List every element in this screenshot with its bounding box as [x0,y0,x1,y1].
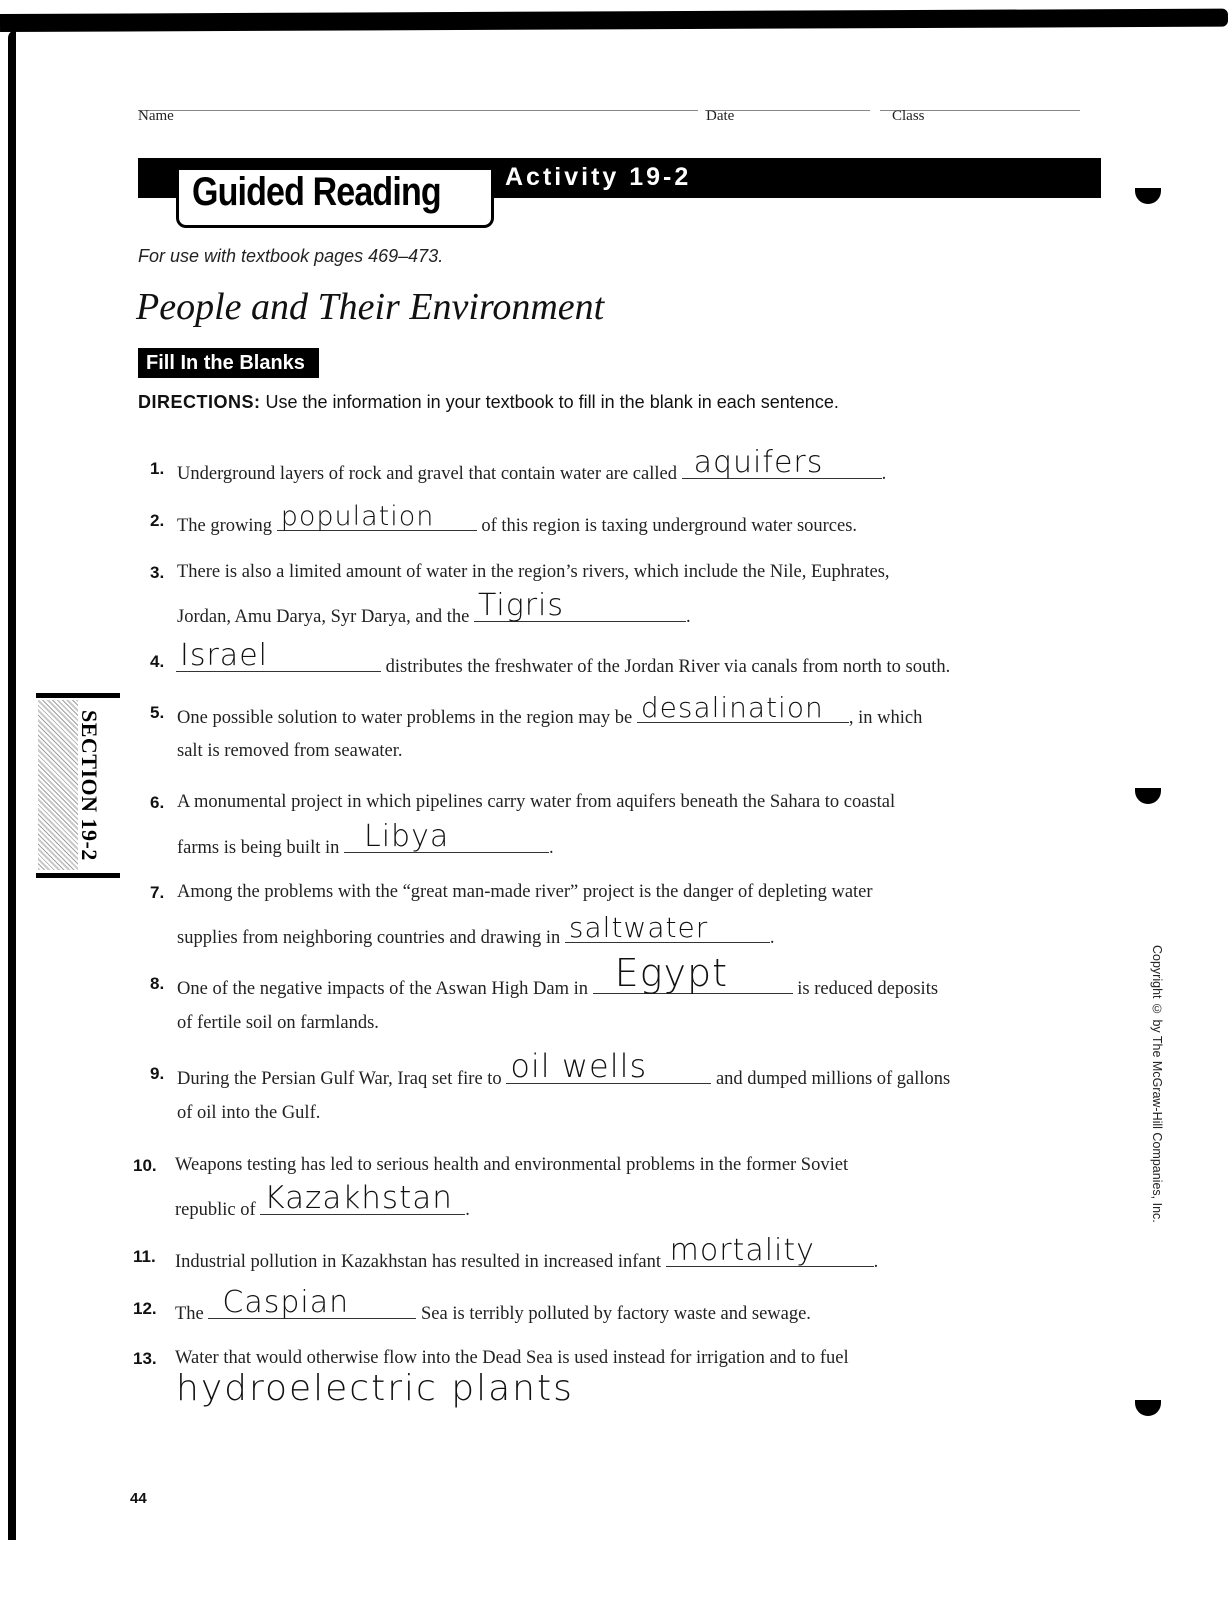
directions [138,388,858,416]
question-6: 6. A monumental project in which pipelines carry water from aquifers beneath the Sahara to coastal [150,792,896,812]
question-9-line-2: of oil into the Gulf. [177,1103,321,1123]
activity-number: Activity 19-2 [505,163,692,191]
question-4: 4. Israel distributes the freshwater of the Jordan River via canals from north to south. [150,638,951,677]
answer-blank-7[interactable]: saltwater [565,922,770,943]
answer-blank-11[interactable]: mortality [666,1246,874,1267]
question-10-line-2: republic of Kazakhstan . [175,1180,470,1220]
answer-blank-12[interactable]: Caspian [208,1298,416,1319]
answer-blank-3[interactable]: Tigris [474,601,686,622]
punch-hole-middle [1135,788,1161,804]
class-label: Class [892,108,925,124]
directions-label: DIRECTIONS: [138,392,261,412]
question-2: 2. The growing population of this region is taxing underground water sources. [150,501,858,536]
question-8: 8. One of the negative impacts of the Aswan High Dam in Egypt is reduced deposits [150,951,939,999]
guided-reading-label: Guided Reading [192,170,441,214]
section-tab-bottom-rule [36,873,120,878]
question-9: 9. During the Persian Gulf War, Iraq set fire to oil wells and dumped millions of gallons [150,1047,951,1089]
answer-blank-9[interactable]: oil wells [506,1063,711,1084]
answer-blank-4[interactable]: Israel [176,651,381,672]
question-1: 1. Underground layers of rock and gravel that contain water are called aquifers . [150,445,887,484]
question-12: 12. The Caspian Sea is terribly polluted by factory waste and sewage. [133,1285,811,1324]
question-3: 3. There is also a limited amount of water in the region’s rivers, which include the Nile, Euphrates, [150,562,890,582]
section-tab-top-rule [36,693,120,698]
answer-13[interactable]: hydroelectric plants [176,1368,574,1409]
punch-hole-top [1135,188,1161,204]
page-left-border [8,30,16,1540]
question-5: 5. One possible solution to water problems in the region may be desalination , in which [150,691,923,728]
answer-blank-5[interactable]: desalination [637,702,849,723]
question-3-line-2: Jordan, Amu Darya, Syr Darya, and the Tigris . [177,588,691,627]
name-label: Name [138,108,174,124]
page-title: People and Their Environment [136,286,605,328]
page-number: 44 [130,1490,147,1507]
textbook-reference: For use with textbook pages 469–473. [138,246,444,266]
page-top-border [0,9,1228,32]
directions-text: Use the information in your textbook to fill in the blank in each sentence. [260,392,839,412]
question-6-line-2: farms is being built in Libya . [177,819,554,858]
name-line [138,110,698,111]
answer-blank-2[interactable]: population [277,510,477,531]
copyright-notice: Copyright © by The McGraw-Hill Companies, Inc. [1150,945,1164,1223]
question-13: 13. Water that would otherwise flow into the Dead Sea is used instead for irrigation and to fuel [133,1348,849,1368]
answer-blank-6[interactable]: Libya [344,832,549,853]
answer-blank-1[interactable]: aquifers [682,458,882,479]
section-heading: Fill In the Blanks [138,348,319,378]
question-10: 10. Weapons testing has led to serious health and environmental problems in the former Soviet [133,1155,849,1175]
question-7: 7. Among the problems with the “great man-made river” project is the danger of depleting water [150,882,873,902]
punch-hole-bottom [1135,1400,1161,1416]
answer-blank-10[interactable]: Kazakhstan [260,1194,465,1215]
section-tab-label: SECTION 19-2 [77,709,102,861]
question-5-line-2: salt is removed from seawater. [177,741,403,761]
date-label: Date [706,108,735,124]
question-8-line-2: of fertile soil on farmlands. [177,1013,379,1033]
answer-blank-8[interactable]: Egypt [593,973,793,994]
question-11: 11. Industrial pollution in Kazakhstan has resulted in increased infant mortality . [133,1233,879,1272]
question-7-line-2: supplies from neighboring countries and drawing in saltwater . [177,911,775,948]
